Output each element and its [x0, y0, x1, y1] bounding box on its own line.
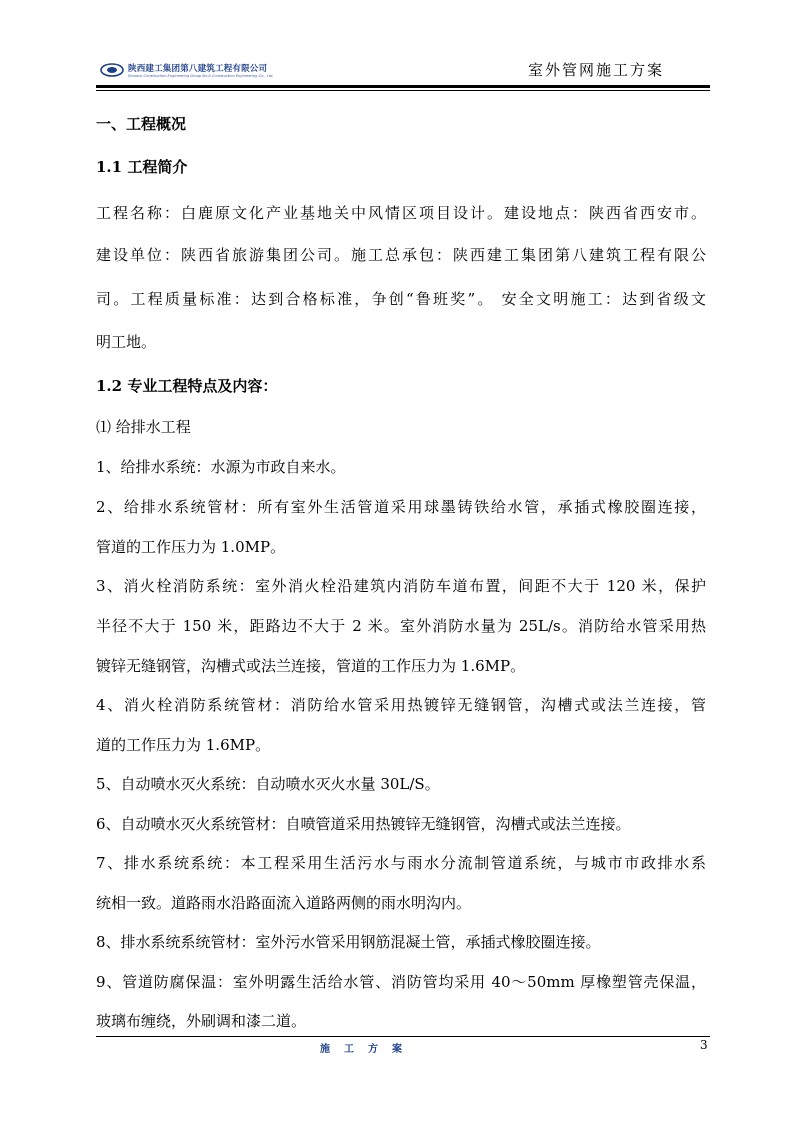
paragraph-line: 明工地。	[96, 333, 157, 351]
list-item-continuation: 管道的工作压力为 1.0MP。	[96, 538, 286, 556]
footer-divider	[96, 1036, 710, 1037]
list-item: 7、排水系统系统：本工程采用生活污水与雨水分流制管道系统，与城市市政排水系	[96, 854, 706, 872]
list-item: 1、给排水系统：水源为市政自来水。	[96, 458, 346, 476]
list-item-continuation: 半径不大于 150 米，距路边不大于 2 米。室外消防水量为 25L/s。消防给水管采用热	[96, 617, 706, 635]
list-item-continuation: 玻璃布缠绕，外刷调和漆二道。	[96, 1012, 307, 1030]
header-divider-thin	[96, 90, 710, 91]
list-item: 6、自动喷水灭火系统管材：自喷管道采用热镀锌无缝钢管，沟槽式或法兰连接。	[96, 815, 631, 833]
subsection-heading: 1.2 专业工程特点及内容：	[96, 377, 278, 395]
list-item: 8、排水系统系统管材：室外污水管采用钢筋混凝土管，承插式橡胶圈连接。	[96, 933, 601, 951]
company-name-en: Shaanxi Construction Engineering Group No.8 Construction Engineering Co., Ltd.	[128, 74, 274, 78]
document-title: 室外管网施工方案	[527, 61, 664, 79]
footer-label: 施工方案	[320, 1044, 416, 1055]
section-heading: 一、工程概况	[96, 115, 187, 133]
list-item: 4、消火栓消防系统管材：消防给水管采用热镀锌无缝钢管，沟槽式或法兰连接，管	[96, 696, 706, 714]
company-logo	[100, 60, 274, 82]
paragraph-line: 司。工程质量标准：达到合格标准，争创“鲁班奖”。 安全文明施工：达到省级文	[96, 290, 706, 308]
list-item: 5、自动喷水灭火系统：自动喷水灭火水量 30L/S。	[96, 775, 440, 793]
list-heading: ⑴ 给排水工程	[96, 418, 191, 436]
company-name-cn: 陕西建工集团第八建筑工程有限公司	[128, 64, 268, 74]
page-number: 3	[700, 1038, 708, 1052]
list-item: 2、给排水系统管材：所有室外生活管道采用球墨铸铁给水管，承插式橡胶圈连接，	[96, 498, 706, 516]
paragraph-line: 工程名称：白鹿原文化产业基地关中风情区项目设计。建设地点：陕西省西安市。	[96, 204, 706, 222]
paragraph-line: 建设单位：陕西省旅游集团公司。施工总承包：陕西建工集团第八建筑工程有限公	[96, 246, 706, 264]
list-item: 9、管道防腐保温：室外明露生活给水管、消防管均采用 40～50mm 厚橡塑管壳保温，	[96, 973, 706, 991]
page-header	[96, 56, 710, 94]
list-item-continuation: 镀锌无缝钢管，沟槽式或法兰连接，管道的工作压力为 1.6MP。	[96, 657, 526, 675]
list-item: 3、消火栓消防系统：室外消火栓沿建筑内消防车道布置，间距不大于 120 米，保护	[96, 577, 706, 595]
header-divider	[96, 85, 710, 88]
list-item-continuation: 道的工作压力为 1.6MP。	[96, 736, 271, 754]
subsection-heading: 1.1 工程简介	[96, 158, 188, 176]
list-item-continuation: 统相一致。道路雨水沿路面流入道路两侧的雨水明沟内。	[96, 894, 472, 912]
company-logo-icon	[100, 63, 124, 77]
